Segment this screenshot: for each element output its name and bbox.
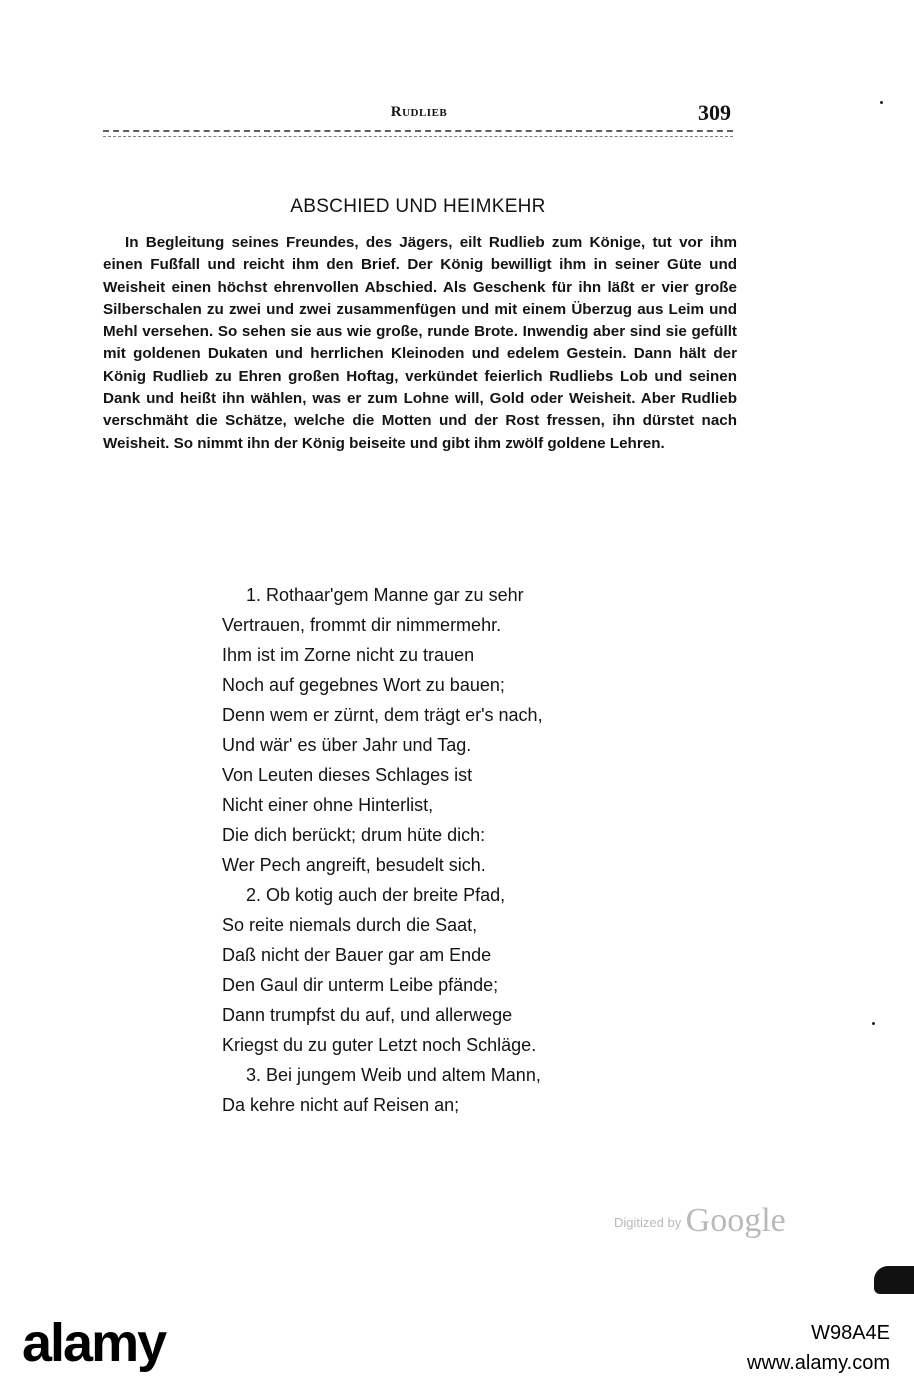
verse-line: Von Leuten dieses Schlages ist (222, 765, 473, 785)
stock-url: www.alamy.com (747, 1352, 890, 1374)
prose-paragraph: In Begleitung seines Freundes, des Jägers, eilt Rudlieb zum Könige, tut vor ihm einen Fußfall und reicht ihm den Brief. Der König bewilligt ihm in seiner Güte und Weisheit einen höchst ehrenvollen Abschied. Als Geschenk für ihn läßt er vier große Silberschalen zu zwei und zwei zusammenfügen und mit einem Überzug aus Leim und Mehl versehen. So sehen sie aus wie große, runde Brote. Inwendig aber sind sie gefüllt mit goldenen Dukaten und herrlichen Kleinoden und edelem Gestein. Dann hält der König Rudlieb zu Ehren großen Hoftag, verkündet feierlich Rudliebs Lob und seinen Dank und heißt ihn wählen, was er zum Lohne will, Gold oder Weisheit. Aber Rudlieb verschmäht die Schätze, welche die Motten und der Rost fressen, ihn dürstet nach Weisheit. So nimmt ihn der König beiseite und gibt ihm zwölf goldene Lehren. (103, 234, 737, 452)
verse-line: Da kehre nicht auf Reisen an; (222, 1095, 460, 1115)
watermark-prefix: Digitized by (614, 1215, 682, 1230)
watermark-brand: Google (685, 1202, 786, 1239)
verse-line: So reite niemals durch die Saat, (222, 915, 478, 935)
verse-line: Den Gaul dir unterm Leibe pfände; (222, 975, 499, 995)
verse-line: 3. Bei jungem Weib und altem Mann, (246, 1065, 541, 1085)
verse-line: 2. Ob kotig auch der breite Pfad, (246, 885, 506, 905)
verse-line: Ihm ist im Zorne nicht zu trauen (222, 645, 475, 665)
running-head (103, 100, 735, 126)
digitized-watermark (614, 1202, 786, 1242)
chapter-title: ABSCHIED UND HEIMKEHR (290, 196, 546, 217)
page-number: 309 (698, 100, 731, 125)
verse-line: Denn wem er zürnt, dem trägt er's nach, (222, 705, 543, 725)
verse-line: 1. Rothaar'gem Manne gar zu sehr (246, 585, 524, 605)
verse-line: Dann trumpfst du auf, und allerwege (222, 1005, 513, 1025)
verse-line: Noch auf gegebnes Wort zu bauen; (222, 675, 505, 695)
verse-line: Die dich berückt; drum hüte dich: (222, 825, 486, 845)
verse-line: Kriegst du zu guter Letzt noch Schläge. (222, 1035, 537, 1055)
running-title: Rudlieb (390, 104, 448, 120)
image-id: W98A4E (811, 1322, 890, 1344)
verse-line: Daß nicht der Bauer gar am Ende (222, 945, 492, 965)
header-rule-secondary (103, 136, 733, 137)
verse-block (222, 580, 662, 1120)
page-corner-mark (874, 1266, 914, 1294)
stock-logo: alamy (22, 1313, 166, 1373)
speck (880, 101, 883, 104)
verse-line: Vertrauen, frommt dir nimmermehr. (222, 615, 502, 635)
header-rule (103, 130, 733, 132)
verse-line: Wer Pech angreift, besudelt sich. (222, 855, 486, 875)
verse-line: Nicht einer ohne Hinterlist, (222, 795, 434, 815)
speck (872, 1022, 875, 1025)
verse-line: Und wär' es über Jahr und Tag. (222, 735, 472, 755)
